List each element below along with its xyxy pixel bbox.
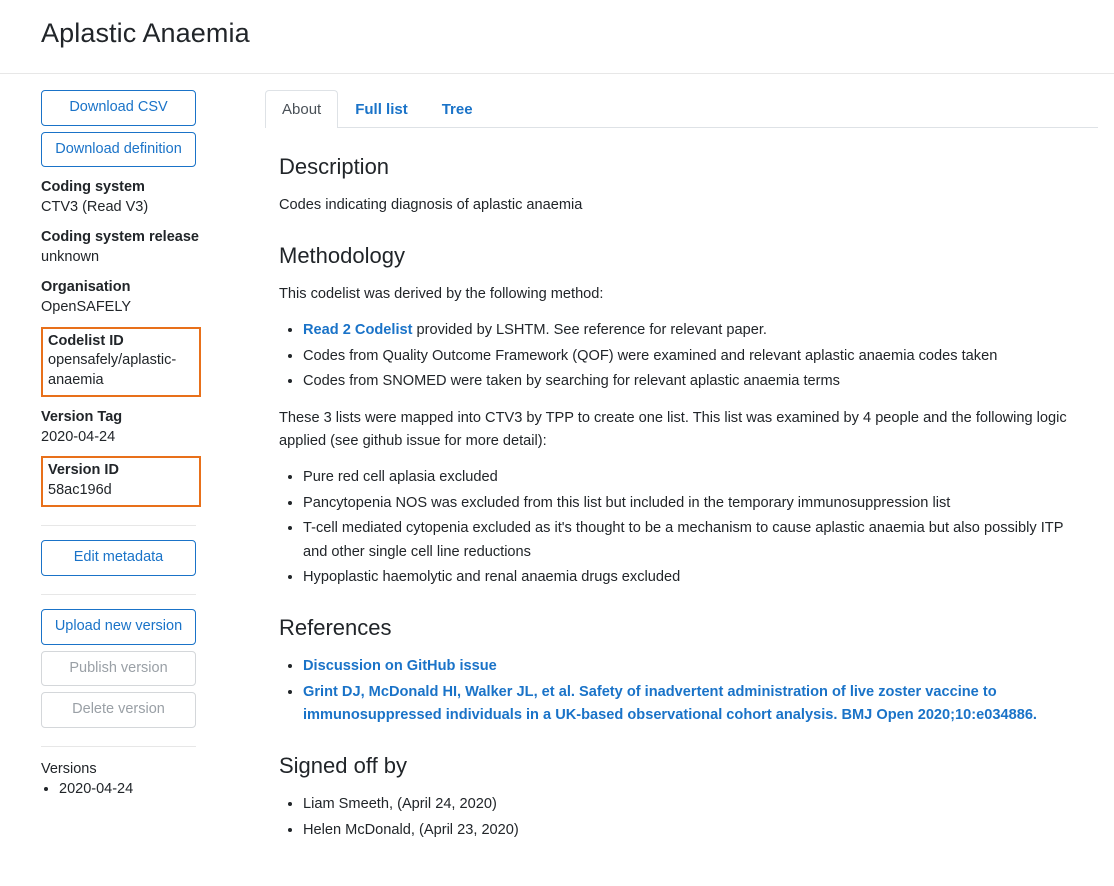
list-item: • Liam Smeeth, (April 24, 2020)	[303, 793, 1090, 816]
download-csv-button[interactable]: Download CSV	[41, 90, 196, 126]
list-item: • Helen McDonald, (April 23, 2020)	[303, 819, 1090, 842]
signed-off-list	[279, 793, 1090, 842]
meta-version-id-highlight	[41, 456, 201, 507]
bullet-text: provided by LSHTM. See reference for relevant paper.	[412, 322, 767, 339]
methodology-bullets-2	[279, 466, 1090, 589]
sidebar-divider-1	[41, 525, 196, 526]
meta-coding-system	[41, 178, 241, 217]
delete-version-button[interactable]: Delete version	[41, 692, 196, 728]
signed-off-heading: Signed off by	[279, 753, 408, 779]
meta-value-organisation: OpenSAFELY	[41, 298, 132, 315]
list-item	[303, 655, 1090, 678]
methodology-heading: Methodology	[279, 242, 405, 268]
meta-coding-system-release	[41, 228, 241, 267]
list-item	[303, 345, 1090, 368]
tab-panel-about	[265, 154, 1098, 842]
references-heading: References	[279, 615, 392, 641]
versions-heading: Versions	[41, 760, 97, 777]
meta-value-version-id: 58ac196d	[48, 481, 112, 498]
description-text: Codes indicating diagnosis of aplastic anaemia	[279, 197, 583, 213]
meta-label-version-id: Version ID	[48, 462, 119, 479]
version-label: 2020-04-24	[59, 780, 134, 797]
methodology-bullets-1	[279, 319, 1090, 393]
list-item	[303, 370, 1090, 393]
versions-list	[41, 781, 241, 797]
download-definition-button[interactable]: Download definition	[41, 132, 196, 168]
bullet-text: Codes from Quality Outcome Framework (QOF) were examined and relevant aplastic anaemia codes taken	[303, 347, 998, 364]
edit-metadata-button[interactable]: Edit metadata	[41, 540, 196, 576]
github-issue-link[interactable]: Discussion on GitHub issue	[303, 658, 497, 675]
bullet-text: Codes from SNOMED were taken by searching for relevant aplastic anaemia terms	[303, 372, 840, 389]
bmj-open-paper-link[interactable]: Grint DJ, McDonald HI, Walker JL, et al. Safety of inadvertent administration of live zoster vaccine to immunosuppressed individuals in a UK-based observational cohort analysis. BMJ Open 2020;10:e034886.	[303, 683, 1037, 723]
meta-value-codelist-id: opensafely/aplastic-anaemia	[48, 352, 177, 388]
tab-about[interactable]: About	[265, 90, 338, 128]
page-title: Aplastic Anaemia	[41, 18, 250, 48]
list-item: • T-cell mediated cytopenia excluded as it's thought to be a mechanism to cause aplastic anaemia but also possibly ITP and other single cell line reductions	[303, 517, 1090, 564]
methodology-intro: This codelist was derived by the following method:	[279, 285, 604, 302]
sidebar-divider-3	[41, 746, 196, 747]
meta-value-version-tag: 2020-04-24	[41, 428, 116, 445]
meta-label-organisation: Organisation	[41, 279, 131, 296]
tab-tree[interactable]: Tree	[441, 101, 473, 118]
meta-label-version-tag: Version Tag	[41, 409, 123, 426]
list-item: • Hypoplastic haemolytic and renal anaemia drugs excluded	[303, 566, 1090, 589]
tab-bar	[265, 90, 1098, 128]
meta-codelist-id-highlight	[41, 327, 201, 398]
list-item	[303, 681, 1090, 728]
main-content	[241, 74, 1114, 886]
meta-label-coding-system: Coding system	[41, 179, 145, 196]
references-list	[279, 655, 1090, 727]
publish-version-button[interactable]: Publish version	[41, 651, 196, 687]
list-item[interactable]	[59, 781, 241, 797]
meta-label-codelist-id: Codelist ID	[48, 332, 124, 349]
methodology-paragraph-2: These 3 lists were mapped into CTV3 by TPP to create one list. This list was examined by 4 people and the following logic applied (see github issue for more detail):	[279, 410, 1067, 449]
list-item: • Pancytopenia NOS was excluded from this list but included in the temporary immunosuppression list	[303, 492, 1090, 515]
read-2-codelist-link[interactable]: Read 2 Codelist	[303, 322, 413, 339]
meta-value-coding-system: CTV3 (Read V3)	[41, 198, 149, 215]
meta-label-coding-system-release: Coding system release	[41, 229, 199, 246]
description-heading: Description	[279, 154, 390, 179]
meta-version-tag	[41, 408, 241, 447]
list-item	[303, 319, 1090, 342]
sidebar-divider-2	[41, 594, 196, 595]
meta-organisation	[41, 278, 241, 317]
meta-value-coding-system-release: unknown	[41, 248, 100, 265]
list-item: • Pure red cell aplasia excluded	[303, 466, 1090, 489]
tab-full-list[interactable]: Full list	[355, 101, 408, 118]
page-layout	[0, 74, 1114, 886]
upload-new-version-button[interactable]: Upload new version	[41, 609, 196, 645]
sidebar	[41, 74, 241, 797]
